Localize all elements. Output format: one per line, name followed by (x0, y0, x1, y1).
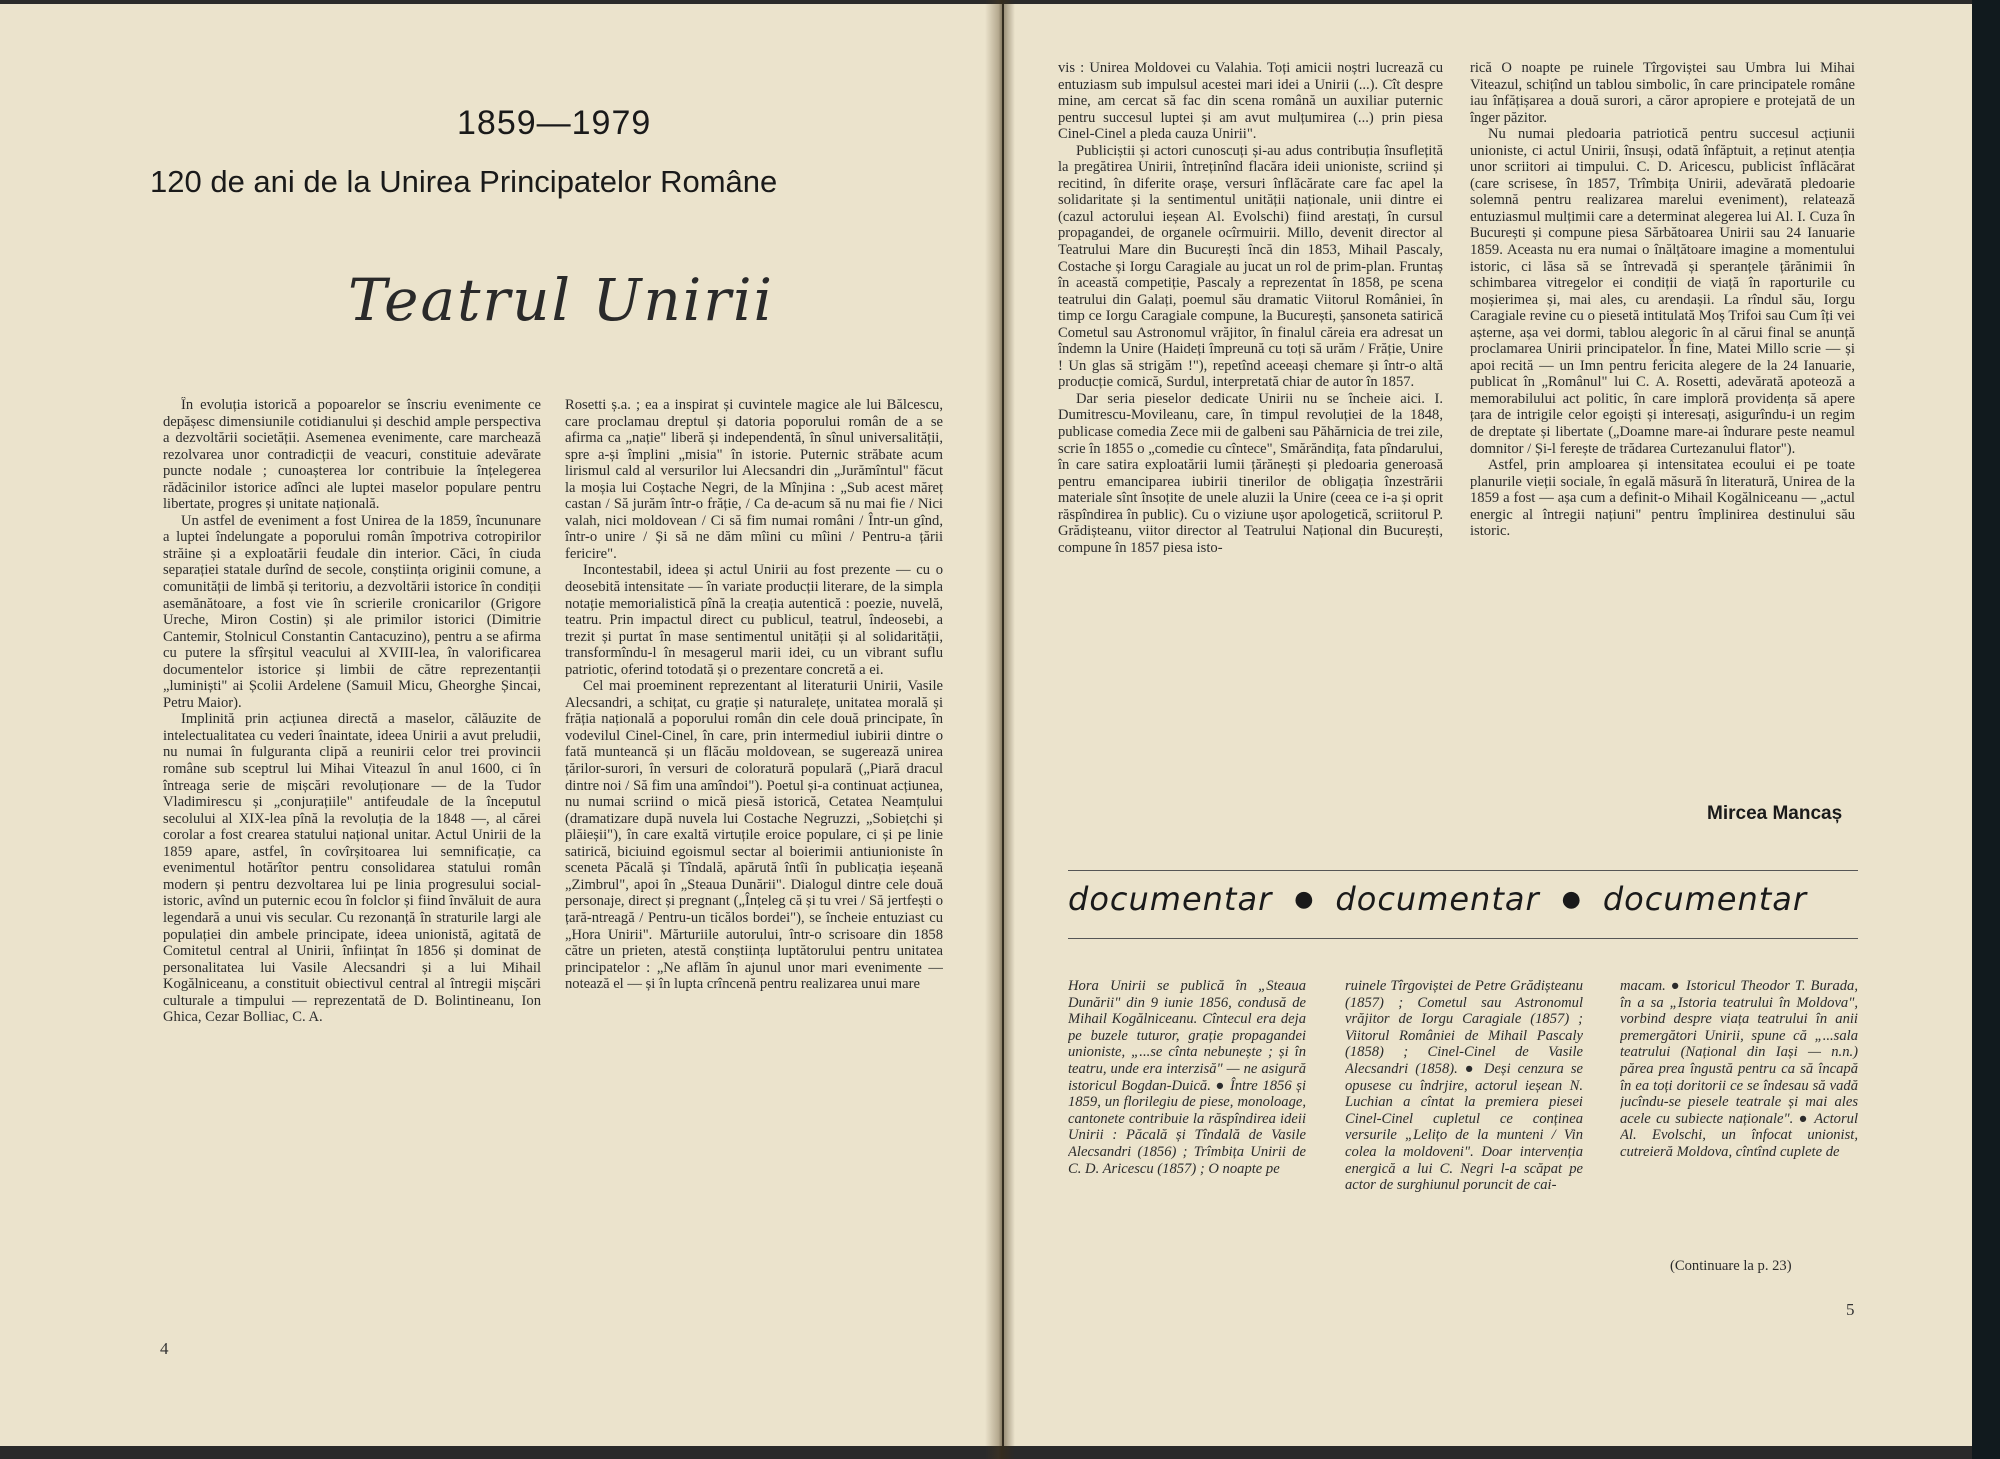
banner-word: documentar (1602, 880, 1808, 918)
continuation-note: (Continuare la p. 23) (1670, 1258, 1792, 1274)
author-signature: Mircea Mancaș (1707, 803, 1843, 824)
paragraph: Publiciștii și actori cunoscuți și-au adus contribuția însuflețită la pregătirea Unirii, întreținînd flacăra ideii unioniste, scriind și recitind, în diferite orașe, versuri înflăcărate care fac apel la solidaritate și la sentimentul unității naționale, unii dintre ei (cazul actorului ieșean Al. Evolschi) fiind arestați, în cursul propagandei, de organele ocîrmuirii. Millo, devenit director al Teatrului Mare din București încă din 1853, Mihail Pascaly, Costache și Iorgu Caragiale au jucat un rol de prim-plan. Fruntaș în această competiție, Pascaly a reprezentat în 1858, pe scena teatrului din Galați, poemul său dramatic Viitorul României, în timp ce Iorgu Caragiale compune, la București, șansoneta satirică Cometul sau Astronomul vrăjitor, în finalul căreia era adresat un îndemn la Unire (Haideți împreună cu toți să urăm / Frăție, Unire ! Un glas să strigăm !"), repetînd aceeași chemare și într-o altă producție comică, Surdul, interpretată chiar de autor în 1857. (1058, 142, 1443, 391)
right-column-2 (1470, 60, 1855, 800)
documentar-text: ruinele Tîrgoviștei de Petre Grădișteanu (1857) ; Cometul sau Astronomul vrăjitor de Iorgu Caragiale (1857) ; Viitorul României de Mihail Pascaly (1858) ; Cinel-Cinel de Vasile Alecsandri (1858). ● Deși cenzura se opusese cu îndrjire, actorul ieșean N. Luchian a cîntat la premiera piesei Cinel-Cinel cupletul ce conținea versurile „Lelițo de la munteni / Vin colea la moldoveni". Doar intervenția energică a lui C. Negri l-a scăpat pe actor de surghiunul poruncit de cai- (1345, 978, 1583, 1194)
feature-title: Teatrul Unirii (348, 266, 775, 334)
documentar-text: Hora Unirii se publică în „Steaua Dunării" din 9 iunie 1856, condusă de Mihail Kogălniceanu. Cîntecul era deja pe buzele tuturor, grație propagandei unioniste, „...se cînta nebunește ; și în teatru, unde era interzisă" — ne asigură istoricul Bogdan-Duică. ● Între 1856 și 1859, un florilegiu de piese, monoloage, cantonete contribuie la răspîndirea ideii Unirii : Păcală și Tîndală de Vasile Alecsandri (1856) ; Trîmbița Unirii de C. D. Aricescu (1857) ; O noapte pe (1068, 978, 1306, 1177)
documentar-column-2 (1345, 978, 1583, 1298)
documentar-text: macam. ● Istoricul Theodor T. Burada, în a sa „Istoria teatrului în Moldova", vorbind despre viața teatrului în anii premergători Unirii, spune că „...sala teatrului (Național din Iași — n.n.) părea prea îngustă pentru ca să încapă în ea toți doritorii ce se îndesau să vadă jucîndu-se piesele teatrale și mai ales acele cu subiecte naționale". ● Actorul Al. Evolschi, un înfocat unionist, cutreieră Moldova, cîntînd cuplete de (1620, 978, 1858, 1160)
documentar-banner (1068, 880, 1868, 918)
paragraph: Rosetti ș.a. ; ea a inspirat și cuvintele magice ale lui Bălcescu, care proclamau dreptul și datoria poporului român de a se afirma ca „nație" liberă și independentă, în sînul universalității, spre a-și împlini „misia" în istorie. Puternic străbate acum lirismul cald al versurilor lui Alecsandri din „Jurămîntul" făcut la moșia lui Coștache Negri, de la Mînjina : „Sub acest măreț castan / Să jurăm într-o frăție, / Ca de-acum să nu mai fie / Nici valah, nici moldovean / Ci să fim numai români / Într-un gînd, într-o unire / Și să ne dăm mîini cu mîini / Pentru-a țării fericire". (565, 397, 943, 562)
banner-rule-bottom (1068, 938, 1858, 939)
paragraph: Astfel, prin amploarea și intensitatea ecoului ei pe toate planurile vieții sociale, în egală măsură în literatură, Unirea de la 1859 a fost — așa cum a definit-o Mihail Kogălniceanu — „actul energic al întregii națiuni" pentru împlinirea destinului său istoric. (1470, 457, 1855, 540)
book-cover-edge (1972, 0, 2000, 1459)
left-column-1 (163, 397, 541, 1292)
paragraph: Incontestabil, ideea și actul Unirii au fost prezente — cu o deosebită intensitate — în variate producții literare, de la simpla notație memorialistică pînă la creația autentică : poezie, nuvelă, teatru. Prin impactul direct cu publicul, teatrul, îndeosebi, a trezit și purtat în mase sentimentul unității și al solidarității, transformîndu-l în mesagerul marii idei, cu un vibrant suflu patriotic, oferind totodată și o prezentare concretă a ei. (565, 562, 943, 678)
bullet-icon: ● (1561, 887, 1581, 912)
page-number-left: 4 (160, 1339, 169, 1358)
year-heading: 1859—1979 (457, 104, 652, 142)
paragraph: Cel mai proeminent reprezentant al literaturii Unirii, Vasile Alecsandri, a schițat, cu grație și naturalețe, unitatea morală și frăția națională a poporului român din cele două principate, în vodevilul Cinel-Cinel, în care, prin intermediul iubirii dintre o fată munteancă și un flăcău moldovean, se sugerează unirea țărilor-surori, în versuri de coloratură populară („Piară dracul dintre noi / Să fim una amîndoi"). Poetul și-a continuat acțiunea, nu numai scriind o mică piesă istorică, Cetatea Neamțului (dramatizare după nuvela lui Costache Negruzzi, „Sobiețchi și plăieșii"), în care exaltă virtuțile eroice populare, ci și pe linie satirică, biciuind egoismul sectar al boierimii antiunioniste în sceneta Păcală și Tîndală, apărută întîi în publicația ieșeană „Zimbrul", apoi în „Steaua Dunării". Dialogul dintre cele două personaje, direct și pregnant („Înțeleg că și tu vrei / Să jertfești o țară-ntreagă / Pentru-un ticălos bordei"), se încheie entuziast cu „Hora Unirii". Mărturiile autorului, într-o scrisoare din 1858 către un prieten, atestă conștiința luptătorului pentru unitatea principatelor : „Ne aflăm în ajunul unor mari evenimente — notează el — și în lupta crîncenă pentru realizarea unui mare (565, 678, 943, 993)
paragraph: vis : Unirea Moldovei cu Valahia. Toți amicii noștri lucrează cu entuziasm sub impulsul acestei mari idei a Unirii (...). Cît despre mine, am cercat să fac din scena română un auxiliar puternic pentru succesul luptei și am avut mulțumirea (...) prin piesa Cinel-Cinel a pleda cauza Unirii". (1058, 60, 1443, 143)
left-page (0, 4, 1002, 1446)
documentar-column-1 (1068, 978, 1306, 1298)
banner-rule-top (1068, 870, 1858, 871)
documentar-column-3 (1620, 978, 1858, 1258)
banner-word: documentar (1335, 880, 1540, 918)
banner-word: documentar (1068, 880, 1273, 918)
paragraph: rică O noapte pe ruinele Tîrgoviștei sau Umbra lui Mihai Viteazul, schițînd un tablou simbolic, în care principatele române iau înfățișarea a două surori, a căror apropiere e protejată de un înger păzitor. (1470, 60, 1855, 126)
bullet-icon: ● (1294, 887, 1314, 912)
paragraph: În evoluția istorică a popoarelor se înscriu evenimente ce depășesc dimensiunile cotidianului și deschid ample perspectiva a dezvoltării societății. Asemenea evenimente, care marchează rezolvarea unor contradicții de veacuri, constituie adevărate puncte nodale ; cunoașterea lor contribuie la înțelegerea rădăcinilor istorice adînci ale luptei maselor populare pentru libertate, progres și unitate națională. (163, 397, 541, 513)
left-column-2 (565, 397, 943, 1292)
paragraph: Nu numai pledoaria patriotică pentru succesul acțiunii unioniste, ci actul Unirii, însuși, odată înfăptuit, a reținut atenția unor scriitori ai timpului. C. D. Aricescu, publicist înflăcărat (care scrisese, în 1857, Trîmbița Unirii, adevărată pledoarie solemnă pentru realizarea marelui eveniment), relatează entuziasmul mulțimii care a determinat alegerea lui Al. I. Cuza în București și compune piesa Sărbătoarea Unirii sau 24 Ianuarie 1859. Aceasta nu era numai o înălțătoare imagine a momentului istoric, ci lăsa să se întrevadă și speranțele țărănimii în schimbarea vitregelor ei condiții de viață în raporturile cu moșierimea și, mai ales, cu arendașii. La rîndul său, Iorgu Caragiale revine cu o piesetă intitulată Moș Trifoi sau Cum îți vei așterne, așa vei dormi, tablou alegoric în al cărui final se anunță proclamarea Unirii principatelor. În fine, Matei Millo scrie — și apoi recită — un Imn pentru fericita alegere de la 24 Ianuarie, publicat în „Românul" lui C. A. Rosetti, adevărată apoteoză a memorabilului act politic, în care imploră providența să apere țara de intrigile celor egoiști și interesați, asigurîndu-i un regim de dreptate și libertate („Doamne mare-ai îndurare peste neamul domnitor / Și-l ferește de trădarea Curtezanului flator"). (1470, 126, 1855, 457)
right-column-1 (1058, 60, 1443, 860)
paragraph: Un astfel de eveniment a fost Unirea de la 1859, încununare a luptei îndelungate a poporului român împotriva cotropirilor străine și a exploatării feudale din interior. Căci, în ciuda separației statale durînd de secole, conștiința originii comune, a comunității de limbă și teritoriu, a dezvoltării istorice în condiții asemănătoare, a fost vie în scrierile cronicarilor (Grigore Ureche, Miron Costin) și ale primilor istorici (Dimitrie Cantemir, Stolnicul Constantin Cantacuzino), pentru a se afirma cu putere la sfîrșitul veacului al XVIII-lea, în valorificarea documentelor istorice și limbii de către reprezentanții „luminiști" ai Școlii Ardelene (Samuil Micu, Gheorghe Șincai, Petru Maior). (163, 512, 541, 711)
article-subtitle: 120 de ani de la Unirea Principatelor Române (150, 164, 778, 199)
paragraph: Implinită prin acțiunea directă a maselor, călăuzite de intelectualitatea cu vederi înaintate, ideea Unirii a avut preludii, nu numai în fulguranta clipă a reunirii celor trei provincii române sub sceptrul lui Mihai Viteazul în anul 1600, ci în întreaga serie de mișcări revoluționare — de la Tudor Vladimirescu și „conjurațiile" antifeudale de la începutul secolului al XIX-lea pînă la revoluția de la 1848 —, al cărei corolar a fost crearea statului național unitar. Actul Unirii de la 1859 apare, astfel, în covîrșitoarea lui semnificație, ca evenimentul hotărîtor pentru consolidarea statului român modern și pentru dezvoltarea lui pe linia progresului social-istoric, avînd un puternic ecou în folclor și fiind învăluit de aura legendară a unui vis secular. Cu rezonanță în straturile largi ale populației din ambele principate, ideea unionistă, agitată de Comitetul central al Unirii, înființat în 1856 și dominat de personalitatea lui Vasile Alecsandri și a lui Mihail Kogălniceanu, a constituit obiectivul central al întregii mișcări culturale a timpului — reprezentată de D. Bolintineanu, Ion Ghica, Cezar Bolliac, C. A. (163, 711, 541, 1026)
paragraph: Dar seria pieselor dedicate Unirii nu se încheie aici. I. Dumitrescu-Movileanu, care, în timpul revoluției de la 1848, publicase comedia Zece mii de galbeni sau Păhărnicia de trei zile, scrie în 1855 o „comedie cu cîntece", Smărăndița, fata pîndarului, în care satira exploatării lumii țărănești și pledoaria generoasă pentru emanciparea iubirii tinerilor de obligația înzestrării materiale sînt însoțite de unele aluzii la Unire (ceea ce i-a și oprit răspîndirea în public). Cu o viziune ușor apologetică, scriitorul P. Grădișteanu, viitor director al Teatrului Național din București, compune în 1857 piesa isto- (1058, 390, 1443, 556)
page-number-right: 5 (1846, 1300, 1855, 1319)
